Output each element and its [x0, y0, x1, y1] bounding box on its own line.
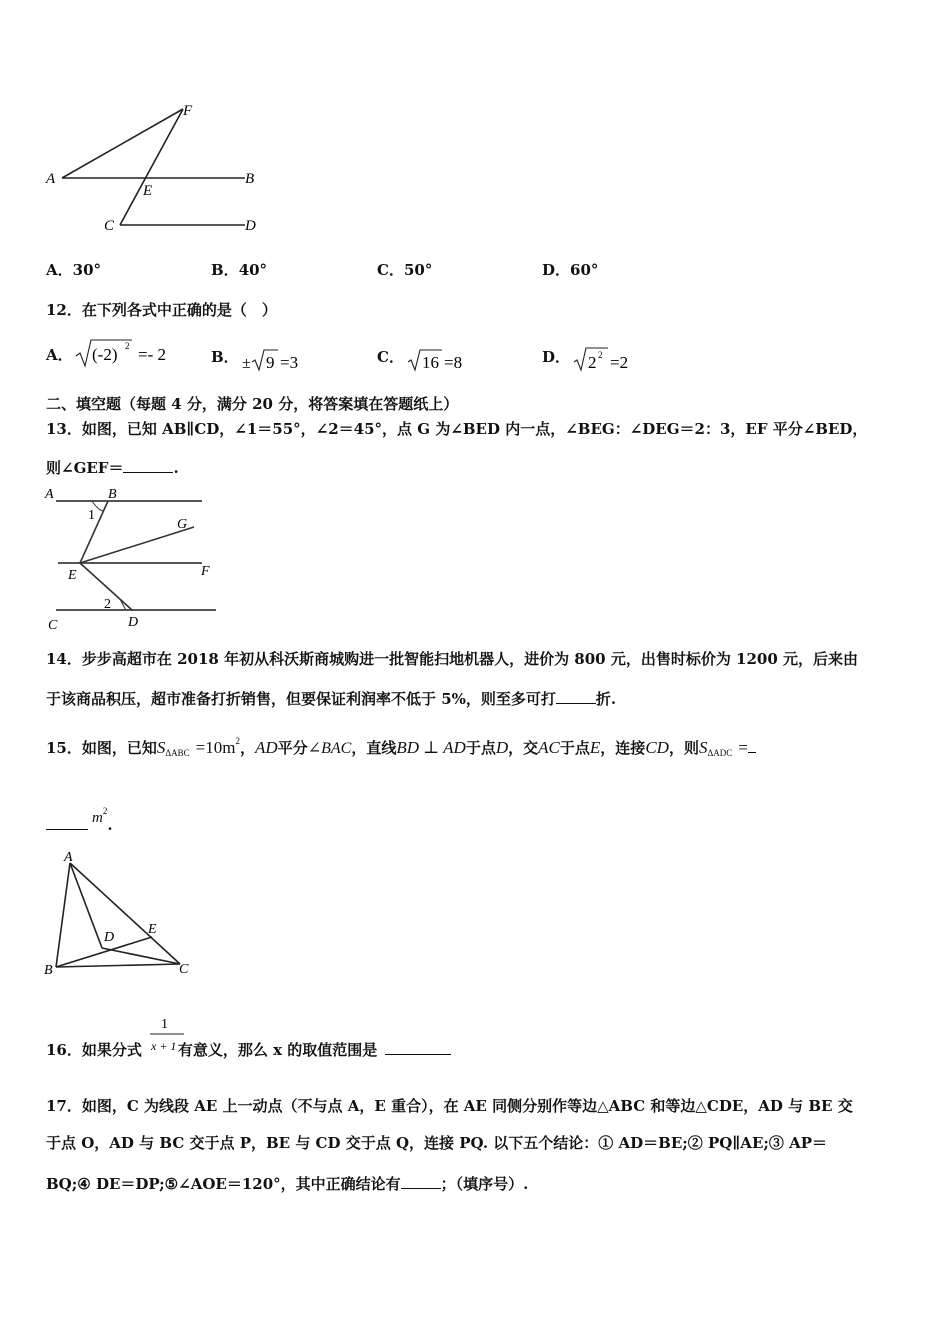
- label-d: D: [245, 218, 256, 234]
- label-f: F: [183, 103, 193, 119]
- q17-answer-blank[interactable]: [401, 1174, 441, 1189]
- line-eg: [80, 527, 194, 563]
- q15-bd-perp-ad: BD ⊥ AD: [396, 738, 466, 757]
- q12-option-d[interactable]: D．: [542, 348, 571, 366]
- q13-answer-blank[interactable]: [123, 458, 173, 473]
- q12-stem: 12．在下列各式中正确的是（ ）: [46, 301, 277, 319]
- q15-figure: [40, 845, 210, 985]
- label-b: B: [44, 963, 53, 978]
- q12-c-math: [404, 342, 484, 376]
- q14-line2: 于该商品积压，超市准备打折销售，但要保证利润率不低于 5%，则至多可打 折.: [46, 690, 617, 708]
- q15-cd: CD: [645, 738, 669, 757]
- line-ad: [70, 863, 102, 948]
- q12-option-a[interactable]: A．: [46, 346, 73, 364]
- label-a: A: [64, 850, 73, 865]
- label-c: C: [179, 962, 189, 977]
- q15-s2: S: [698, 738, 708, 757]
- q15-s1: S: [156, 738, 166, 757]
- label-c: C: [48, 618, 58, 633]
- q12-a-rhs: =- 2: [138, 345, 166, 364]
- label-angle-2: 2: [104, 597, 111, 612]
- q15-s2-eq: =: [738, 738, 748, 757]
- q11-option-d[interactable]: D．60°: [542, 261, 599, 279]
- q12-option-c[interactable]: C．: [377, 348, 404, 366]
- line-ab: [56, 863, 70, 967]
- q13-line2: 则∠GEF＝ .: [46, 459, 179, 477]
- q15-d: D: [495, 738, 509, 757]
- q16-line: 16．如果分式 有意义，那么 x 的取值范围是: [46, 1040, 451, 1058]
- q11-option-a[interactable]: A．30°: [46, 261, 102, 279]
- q12-option-b[interactable]: B．: [211, 348, 239, 366]
- q12-b-math: [238, 342, 318, 376]
- label-d: D: [104, 930, 115, 945]
- q15-bac: ∠BAC: [307, 740, 352, 757]
- q12-d-math: [570, 342, 650, 376]
- label-angle-1: 1: [88, 508, 95, 523]
- q11-figure: [40, 98, 280, 238]
- q16-fraction: [146, 1012, 188, 1056]
- q12-a-radicand: (-2): [92, 345, 118, 364]
- q15-s2-sub: ΔADC: [707, 748, 733, 758]
- q12-c-radicand: 16: [422, 353, 439, 372]
- q17-line1: 17．如图，C 为线段 AE 上一动点（不与点 A，E 重合），在 AE 同侧分别作等边△ABC 和等边△CDE，AD 与 BE 交: [46, 1097, 853, 1115]
- label-b: B: [108, 487, 117, 502]
- q15-unit: m: [92, 810, 103, 826]
- q12-d-rhs: =2: [610, 353, 629, 372]
- q12-d-exp: 2: [598, 350, 603, 360]
- q15-ac: AC: [538, 738, 560, 757]
- q16-answer-blank[interactable]: [385, 1040, 451, 1055]
- q15-unit-sup: 2: [102, 806, 108, 816]
- q12-a-exp: 2: [125, 341, 130, 351]
- q15-answer-blank[interactable]: [46, 815, 88, 830]
- q15-s1-sup: 2: [235, 736, 240, 746]
- label-d: D: [128, 615, 139, 630]
- q12-b-rhs: =3: [280, 353, 299, 372]
- q15-s1-sub: ΔABC: [165, 748, 190, 758]
- q16-numerator: 1: [161, 1017, 168, 1032]
- q14-line1: 14．步步高超市在 2018 年初从科沃斯商城购进一批智能扫地机器人，进价为 800 元，出售时标价为 1200 元，后来由: [46, 650, 859, 668]
- q12-d-radicand: 2: [588, 353, 597, 372]
- q14-answer-blank[interactable]: [556, 689, 596, 704]
- q17-line2: 于点 O，AD 与 BC 交于点 P，BE 与 CD 交于点 Q，连接 PQ. 以下五个结论：① AD＝BE;② PQ∥AE;③ AP＝: [46, 1134, 828, 1152]
- q15-e: E: [589, 738, 601, 757]
- label-e: E: [68, 568, 77, 583]
- q13-figure: [40, 483, 230, 633]
- label-g: G: [177, 517, 188, 532]
- q12-b-prefix: ±: [242, 355, 251, 372]
- q16-denominator: x + 1: [151, 1039, 177, 1053]
- q15-line1: 15．如图，已知$S_{\Delta ABC} =10m^2$，AD平分∠BAC，直线BD ⊥ AD于点D，交AC于点E，连接CD，则$S_{\Delta ADC}$ =: [46, 730, 756, 764]
- section2-title: 二、填空题（每题 4 分，满分 20 分，将答案填在答题纸上）: [46, 395, 459, 413]
- line-ac: [70, 863, 180, 964]
- label-a: A: [45, 487, 54, 502]
- q15-ad: AD: [255, 738, 278, 757]
- q12-c-rhs: =8: [444, 353, 463, 372]
- label-c: C: [104, 218, 115, 234]
- q15-line2: $m^2$.: [46, 800, 113, 836]
- q15-s1-eq: =10m: [195, 738, 236, 757]
- label-e: E: [143, 183, 153, 199]
- q11-option-c[interactable]: C．50°: [377, 261, 433, 279]
- line-bc: [56, 964, 180, 967]
- label-b: B: [245, 171, 255, 187]
- line-dc: [102, 948, 180, 964]
- q13-line1: 13．如图，已知 AB∥CD，∠1＝55°，∠2＝45°，点 G 为∠BED 内一点，∠BEG：∠DEG＝2：3，EF 平分∠BED，: [46, 420, 868, 438]
- q12-b-radicand: 9: [266, 353, 275, 372]
- q11-option-b[interactable]: B．40°: [211, 261, 268, 279]
- q15-answer-blank-start[interactable]: [748, 740, 756, 753]
- label-e: E: [148, 922, 157, 937]
- label-a: A: [46, 171, 56, 187]
- label-f: F: [201, 564, 210, 579]
- q17-line3: BQ;④ DE＝DP;⑤∠AOE＝120°，其中正确结论有 ；（填序号）.: [46, 1175, 529, 1193]
- q12-a-math: [72, 336, 192, 372]
